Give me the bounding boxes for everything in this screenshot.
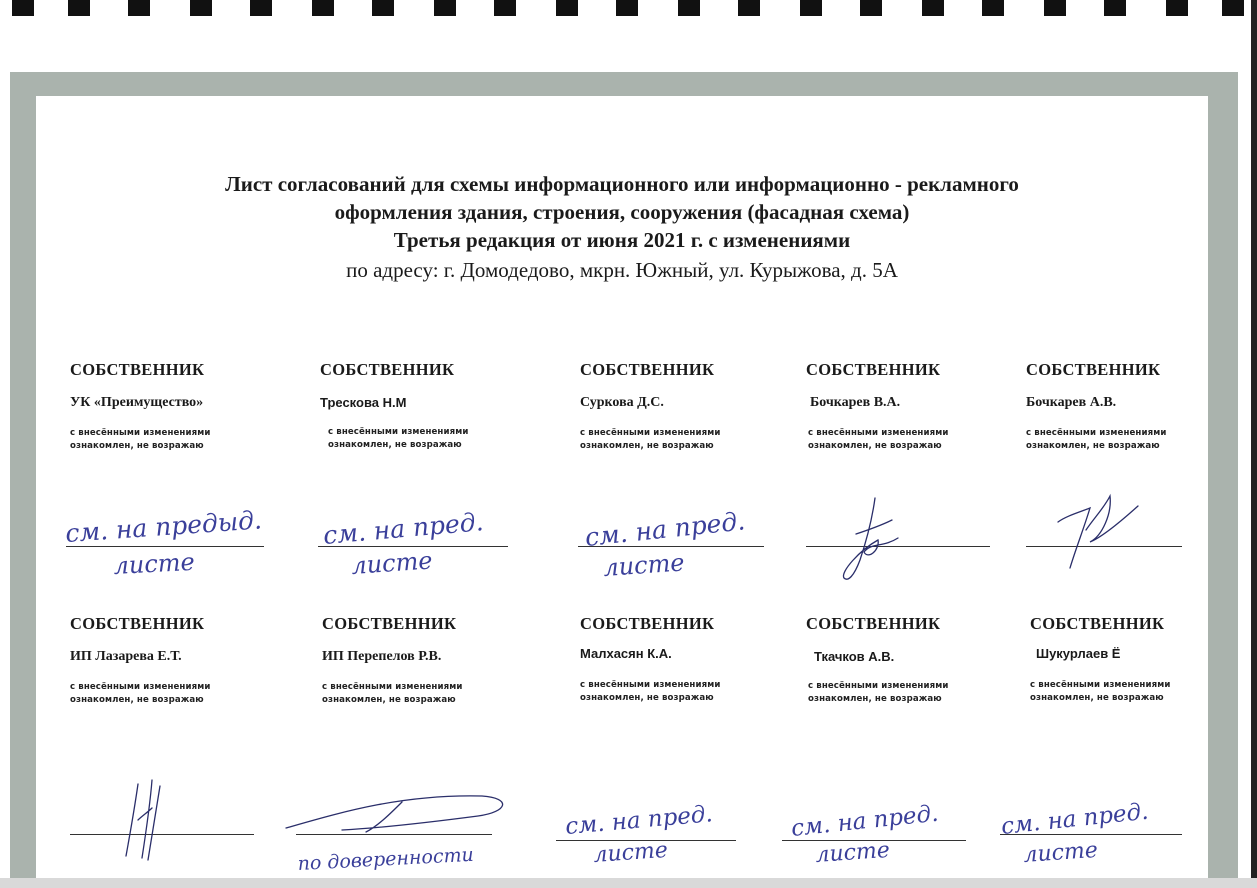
approver-name: Шукурлаев Ё: [1036, 646, 1121, 661]
binding-hole: [372, 0, 394, 16]
binding-hole: [678, 0, 700, 16]
handwritten-see-previous: [583, 506, 774, 586]
approval-note: [1030, 679, 1200, 705]
approver-role: СОБСТВЕННИК: [70, 614, 205, 633]
binding-hole: [434, 0, 456, 16]
approver-name: Суркова Д.С.: [580, 395, 664, 410]
handwritten-text: см. на предыд.: [64, 505, 263, 548]
handwritten-text: листе: [1022, 837, 1099, 868]
binding-hole: [922, 0, 944, 16]
approval-note: [70, 427, 290, 453]
approver-role: СОБСТВЕННИК: [1026, 360, 1161, 379]
binding-hole: [1104, 0, 1126, 16]
approval-note-line: с внесёнными изменениями: [70, 682, 211, 692]
approval-note-line: ознакомлен, не возражаю: [70, 441, 204, 451]
approval-note-line: ознакомлен, не возражаю: [1030, 693, 1164, 703]
approval-note: [1026, 427, 1196, 453]
approval-note-line: с внесёнными изменениями: [70, 428, 211, 438]
approval-note: [328, 426, 540, 452]
handwritten-text: листе: [814, 837, 891, 868]
handwritten-text: листе: [592, 837, 669, 868]
binding-hole: [1166, 0, 1188, 16]
approval-note-line: ознакомлен, не возражаю: [328, 440, 462, 450]
handwritten-see-previous: [999, 798, 1190, 876]
signature-mark: [1028, 478, 1168, 588]
title-line-3: Третья редакция от июня 2021 г. с изменениями: [393, 228, 851, 252]
approval-note-line: ознакомлен, не возражаю: [322, 695, 456, 705]
approval-note: [808, 680, 1026, 706]
approval-note-line: ознакомлен, не возражаю: [808, 694, 942, 704]
approver-role: СОБСТВЕННИК: [70, 360, 205, 379]
approver-name: Бочкарев В.А.: [810, 395, 901, 410]
approval-note-line: с внесёнными изменениями: [328, 427, 469, 437]
binding-hole: [616, 0, 638, 16]
approver-name: Бочкарев А.В.: [1026, 395, 1117, 410]
handwritten-text: см. на пред.: [999, 798, 1150, 840]
approval-note-line: с внесёнными изменениями: [1030, 680, 1171, 690]
binding-hole: [738, 0, 760, 16]
title-line-2: оформления здания, строения, сооружения (фасадная схема): [334, 200, 910, 224]
approval-note: [808, 427, 1026, 453]
address-line: по адресу: г. Домодедово, мкрн. Южный, ул. Курыжова, д. 5А: [346, 258, 898, 282]
approval-note-line: ознакомлен, не возражаю: [808, 441, 942, 451]
approver-role: СОБСТВЕННИК: [1030, 614, 1165, 633]
approval-note-line: ознакомлен, не возражаю: [1026, 441, 1160, 451]
handwritten-text: см. на пред.: [789, 800, 940, 842]
approver-name: Ткачков А.В.: [814, 649, 895, 664]
signature-mark: [820, 490, 920, 590]
binding-hole: [800, 0, 822, 16]
approver-name: Малхасян К.А.: [580, 646, 672, 661]
approval-note-line: ознакомлен, не возражаю: [580, 441, 714, 451]
handwritten-text: по доверенности: [297, 843, 475, 875]
handwritten-text: см. на пред.: [583, 506, 747, 552]
binding-hole: [982, 0, 1004, 16]
handwritten-text: листе: [112, 547, 196, 580]
approval-note: [70, 681, 290, 707]
approval-note-line: ознакомлен, не возражаю: [70, 695, 204, 705]
binding-hole: [312, 0, 334, 16]
approval-note-line: с внесёнными изменениями: [808, 428, 949, 438]
binding-hole: [494, 0, 516, 16]
approval-note: [580, 679, 800, 705]
handwritten-see-previous: [564, 801, 754, 878]
signature-mark: [118, 772, 178, 868]
approver-role: СОБСТВЕННИК: [806, 360, 941, 379]
approval-note-line: с внесёнными изменениями: [322, 682, 463, 692]
approval-note: [322, 681, 542, 707]
approval-note-line: с внесёнными изменениями: [580, 428, 721, 438]
scan-edge: [1251, 0, 1257, 888]
approver-block: [70, 614, 290, 864]
binding-hole: [860, 0, 882, 16]
handwritten-text: см. на пред.: [321, 507, 485, 550]
approver-name: Трескова Н.М: [320, 395, 407, 410]
approver-name: ИП Лазарева Е.Т.: [70, 649, 182, 664]
handwritten-see-previous: [64, 505, 274, 584]
approver-name: ИП Перепелов Р.В.: [322, 649, 442, 664]
handwritten-text: листе: [350, 546, 434, 580]
signature-proxy: [282, 772, 522, 882]
approval-note-line: с внесёнными изменениями: [580, 680, 721, 690]
document-title: [36, 170, 1208, 284]
approver-name: УК «Преимущество»: [70, 395, 204, 410]
binding-hole: [128, 0, 150, 16]
binding-holes: [0, 0, 1257, 22]
binding-hole: [1044, 0, 1066, 16]
binding-hole: [12, 0, 34, 16]
approval-note: [580, 427, 800, 453]
approval-note-line: ознакомлен, не возражаю: [580, 693, 714, 703]
title-line-1: Лист согласований для схемы информационного или информационно - рекламного: [225, 172, 1019, 196]
approver-role: СОБСТВЕННИК: [580, 360, 715, 379]
approver-role: СОБСТВЕННИК: [322, 614, 457, 633]
binding-hole: [68, 0, 90, 16]
binding-hole: [556, 0, 578, 16]
binding-hole: [1222, 0, 1244, 16]
approval-note-line: с внесёнными изменениями: [1026, 428, 1167, 438]
scan-bottom-edge: [0, 878, 1257, 888]
handwritten-text: листе: [602, 548, 686, 582]
binding-hole: [250, 0, 272, 16]
approver-role: СОБСТВЕННИК: [806, 614, 941, 633]
handwritten-see-previous: [321, 507, 522, 584]
approver-role: СОБСТВЕННИК: [320, 360, 455, 379]
approver-role: СОБСТВЕННИК: [580, 614, 715, 633]
handwritten-see-previous: [789, 800, 980, 878]
binding-hole: [190, 0, 212, 16]
handwritten-text: см. на пред.: [564, 801, 714, 840]
approval-note-line: с внесёнными изменениями: [808, 681, 949, 691]
